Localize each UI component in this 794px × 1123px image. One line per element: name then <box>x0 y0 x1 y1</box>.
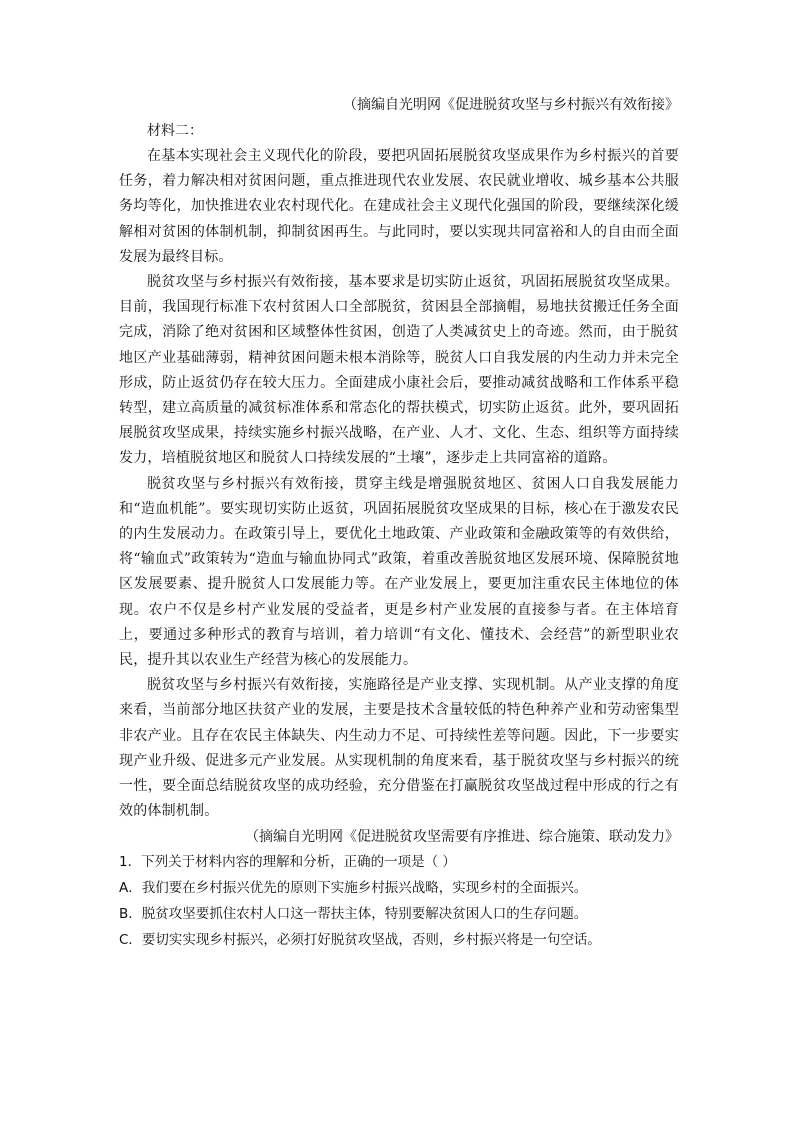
paragraph-4: 脱贫攻坚与乡村振兴有效衔接，实施路径是产业支撑、实现机制。从产业支撑的角度来看，当前部分地区扶贫产业的发展，主要是技术含量较低的特色种养产业和劳动密集型非农产业。且存在农民主体缺失、内生动力不足、可持续性差等问题。因此，下一步要实现产业升级、促进多元产业发展。从实现机制的角度来看，基于脱贫攻坚与乡村振兴的统一性，要全面总结脱贫攻坚的成功经验，充分借鉴在打赢脱贫攻坚战过程中形成的行之有效的体制机制。 <box>119 677 679 820</box>
document-content <box>119 92 679 954</box>
question-option-b: B．脱贫攻坚要抓住农村人口这一帮扶主体，特别要解决贫困人口的生存问题。 <box>119 906 588 923</box>
question-title: 1．下列关于材料内容的理解和分析，正确的一项是（ ） <box>119 854 456 871</box>
source-citation-2: （摘编自光明网《促进脱贫攻坚需要有序推进、综合施策、联动发力》 <box>245 829 679 846</box>
paragraph-2: 脱贫攻坚与乡村振兴有效衔接，基本要求是切实防止返贫，巩固拓展脱贫攻坚成果。目前，我国现行标准下农村贫困人口全部脱贫，贫困县全部摘帽，易地扶贫搬迁任务全面完成，消除了绝对贫困和区域整体性贫困，创造了人类减贫史上的奇迹。然而，由于脱贫地区产业基础薄弱，精神贫困问题未根本消除等，脱贫人口自我发展的内生动力并未完全形成，防止返贫仍存在较大压力。全面建成小康社会后，要推动减贫战略和工作体系平稳转型，建立高质量的减贫标准体系和常态化的帮扶模式，切实防止返贫。此外，要巩固拓展脱贫攻坚成果，持续实施乡村振兴战略，在产业、人才、文化、生态、组织等方面持续发力，培植脱贫地区和脱贫人口持续发展的“土壤”，逐步走上共同富裕的道路。 <box>119 274 679 467</box>
question-option-c: C．要切实实现乡村振兴，必须打好脱贫攻坚战，否则，乡村振兴将是一句空话。 <box>119 931 601 948</box>
source-citation-1: （摘编自光明网《促进脱贫攻坚与乡村振兴有效衔接》 <box>343 97 679 113</box>
paragraph-3: 脱贫攻坚与乡村振兴有效衔接，贯穿主线是增强脱贫地区、贫困人口自我发展能力和“造血机能”。要实现切实防止返贫，巩固拓展脱贫攻坚成果的目标，核心在于激发农民的内生发展动力。在政策引导上，要优化土地政策、产业政策和金融政策等的有效供给，将“输血式”政策转为“造血与输血协同式”政策，着重改善脱贫地区发展环境、保障脱贫地区发展要素、提升脱贫人口发展能力等。在产业发展上，要更加注重农民主体地位的体现。农户不仅是乡村产业发展的受益者，更是乡村产业发展的直接参与者。在主体培育上，要通过多种形式的教育与培训，着力培训“有文化、懂技术、会经营”的新型职业农民，提升其以农业生产经营为核心的发展能力。 <box>119 475 679 669</box>
paragraph-1: 在基本实现社会主义现代化的阶段，要把巩固拓展脱贫攻坚成果作为乡村振兴的首要任务，着力解决相对贫困问题，重点推进现代农业发展、农民就业增收、城乡基本公共服务均等化，加快推进农业农村现代化。在建成社会主义现代化强国的阶段，要继续深化缓解相对贫困的体制机制，抑制贫困再生。与此同时，要以实现共同富裕和人的自由而全面发展为最终目标。 <box>119 148 679 265</box>
question-option-a: A．我们要在乡村振兴优先的原则下实施乡村振兴战略，实现乡村的全面振兴。 <box>119 880 588 897</box>
material-two-heading: 材料二： <box>147 123 203 139</box>
